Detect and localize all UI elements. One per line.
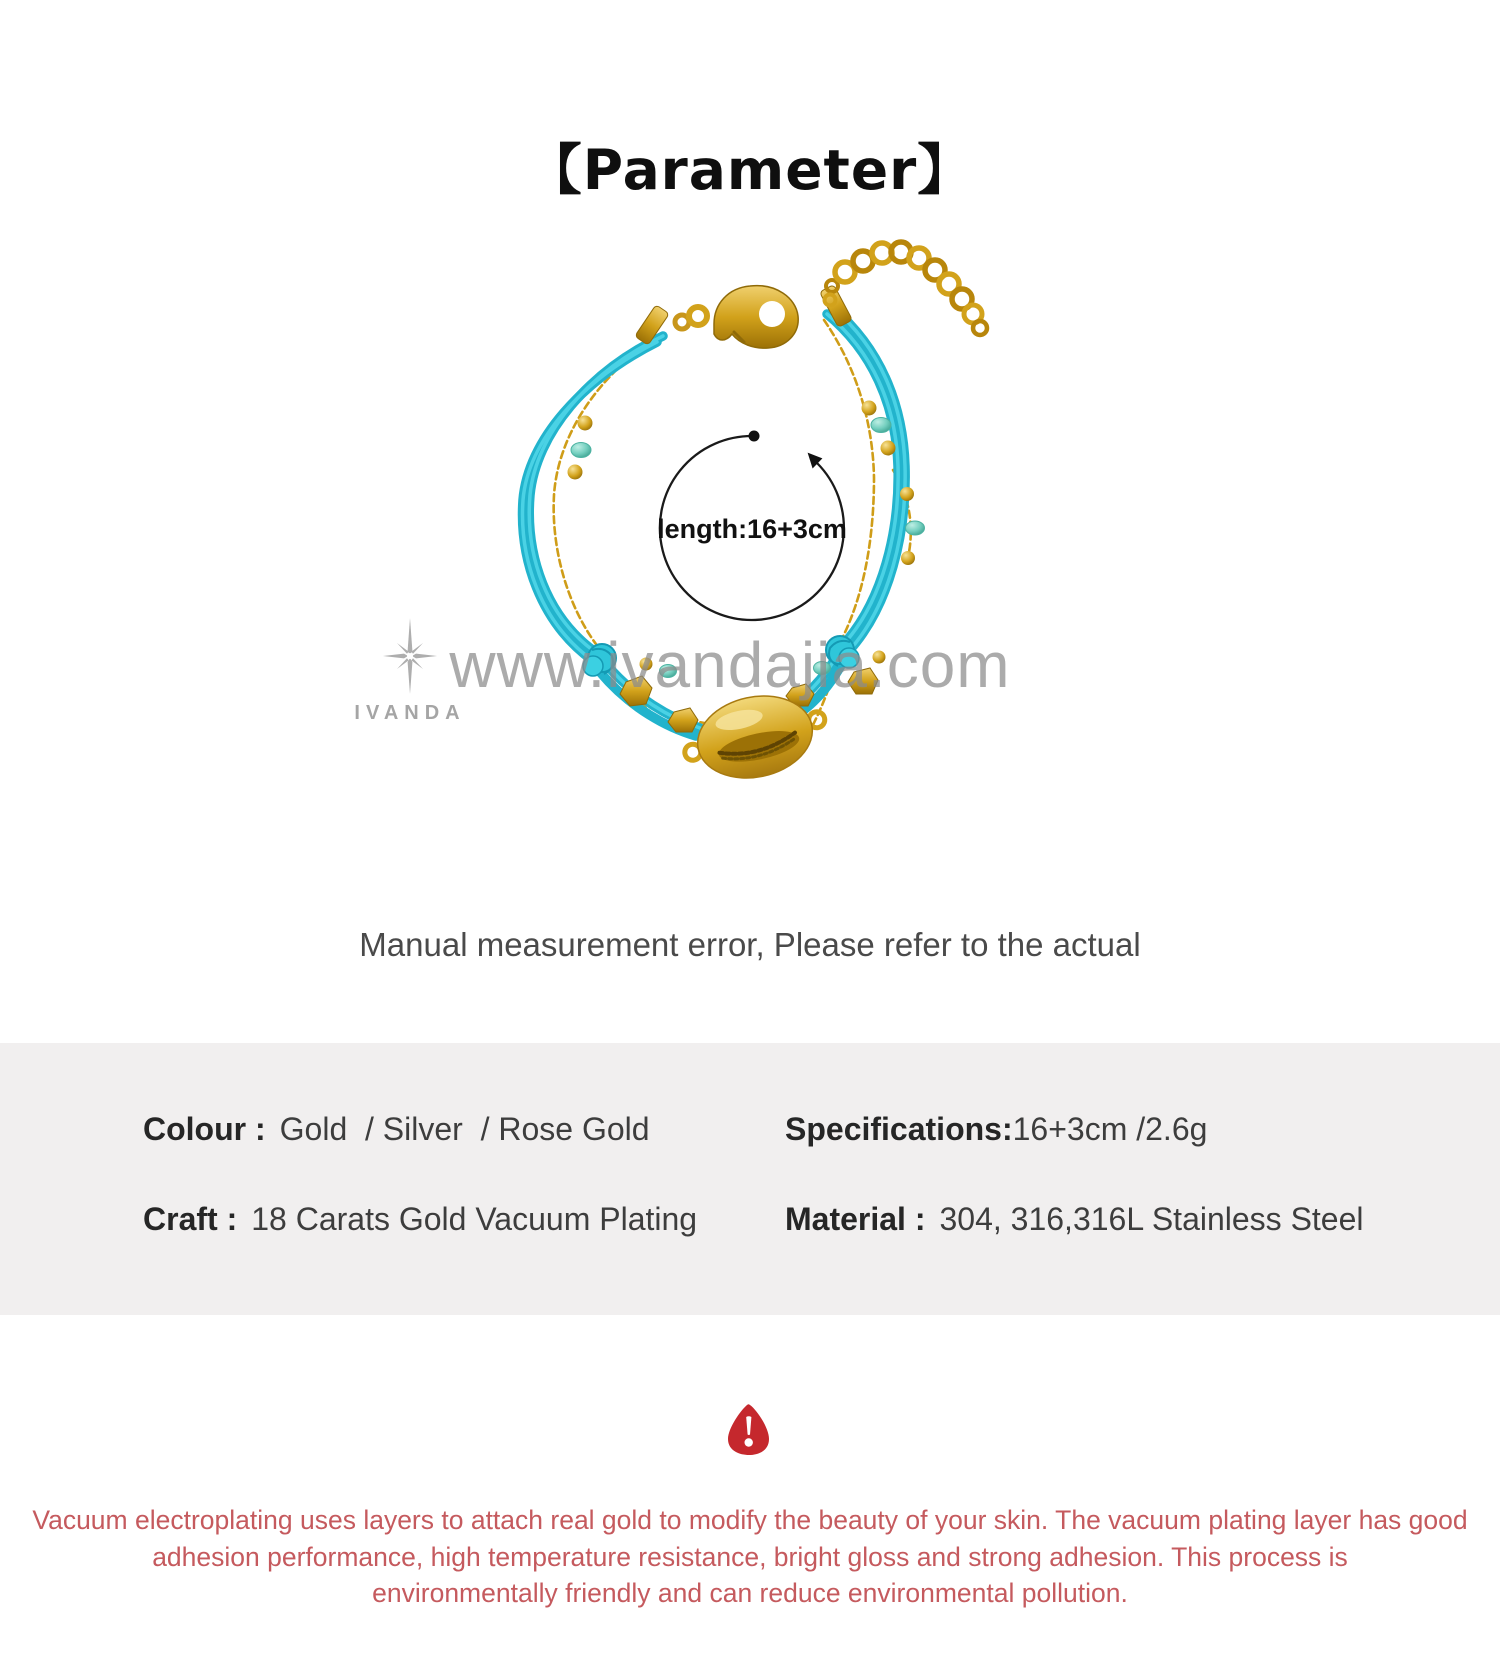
length-label: length:16+3cm [657,514,847,544]
product-photo [330,220,1170,860]
spec-specifications-label: Specifications: [785,1111,1013,1147]
spec-craft-label: Craft : [143,1201,238,1237]
spec-craft-value: 18 Carats Gold Vacuum Plating [251,1201,698,1237]
measurement-note: Manual measurement error, Please refer to the actual [359,926,1141,963]
page-title: 【Parameter】 [526,138,974,202]
spec-colour-label: Colour : [143,1111,266,1147]
spec-colour [143,1111,650,1148]
watermark-brand-text: IVANDA [354,702,466,724]
plating-notice-line: environmentally friendly and can reduce environmental pollution. [372,1578,1128,1608]
watermark-url: www.ivandajia.com [449,629,1011,701]
spec-craft [143,1201,697,1238]
spec-material-label: Material : [785,1201,926,1237]
spec-row-craft-material [0,1201,1500,1245]
spec-colour-value: Gold / Silver / Rose Gold [279,1111,650,1147]
spec-material [785,1201,1364,1238]
spec-row-colour-specifications [0,1111,1500,1155]
plating-notice-line: adhesion performance, high temperature resistance, bright gloss and strong adhesion. This process is [152,1541,1348,1572]
plating-notice-line: Vacuum electroplating uses layers to attach real gold to modify the beauty of your skin. The vacuum plating layer has good [32,1505,1468,1535]
spec-specifications [785,1111,1207,1148]
warning-exclamation-icon [723,1402,775,1458]
lobster-clasp [675,286,798,349]
spec-specifications-value: 16+3cm /2.6g [1012,1111,1208,1147]
spec-panel [0,1043,1500,1315]
plating-notice [0,1502,1500,1612]
spec-material-value: 304, 316,316L Stainless Steel [939,1201,1364,1237]
